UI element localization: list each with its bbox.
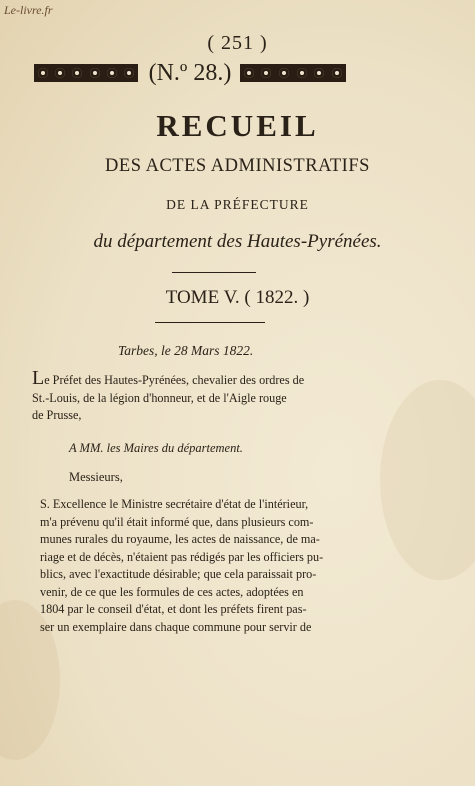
watermark-text: Le-livre.fr — [4, 3, 53, 17]
body-line: 1804 par le conseil d'état, et dont les préfets firent pas- — [40, 602, 307, 616]
prefecture-line: DE LA PRÉFECTURE — [166, 197, 309, 212]
body-line: m'a prévenu qu'il était informé que, dans plusieurs com- — [40, 514, 314, 529]
document-title: RECUEIL — [156, 108, 319, 143]
body-line: riage et de décès, n'étaient pas rédigés par les officiers pu- — [40, 549, 324, 564]
divider-rule — [172, 272, 256, 273]
salutation: Messieurs, — [69, 470, 123, 484]
body-paragraph — [40, 496, 360, 636]
dateline: Tarbes, le 28 Mars 1822. — [118, 343, 254, 358]
page-number: ( 251 ) — [207, 32, 268, 54]
addressee: A MM. les Maires du département. — [69, 441, 243, 455]
issue-number: (N.º 28.) — [148, 60, 232, 86]
department-line: du département des Hautes-Pyrénées. — [93, 231, 382, 252]
intro-line: St.-Louis, de la légion d'honneur, et de l'Aigle rouge — [32, 390, 287, 405]
document-subtitle: DES ACTES ADMINISTRATIFS — [105, 156, 370, 176]
body-line: venir, de ce que les formules de ces actes, adoptées en — [40, 584, 304, 599]
volume-line: TOME V. ( 1822. ) — [165, 287, 310, 308]
body-line: ser un exemplaire dans chaque commune pour servir de — [40, 619, 312, 634]
body-line: munes rurales du royaume, les actes de naissance, de ma- — [40, 532, 320, 546]
paper-stain — [380, 380, 475, 580]
drop-cap: L — [32, 367, 45, 389]
intro-line: de Prusse, — [32, 408, 82, 422]
body-line: blics, avec l'exactitude désirable; que cela paraissait pro- — [40, 567, 317, 581]
intro-paragraph — [32, 367, 352, 425]
body-line: S. Excellence le Ministre secrétaire d'état de l'intérieur, — [40, 497, 309, 511]
divider-rule — [155, 322, 265, 323]
intro-line: Le Préfet des Hautes-Pyrénées, chevalier des ordres de — [32, 367, 305, 389]
issue-number-row — [34, 60, 346, 86]
